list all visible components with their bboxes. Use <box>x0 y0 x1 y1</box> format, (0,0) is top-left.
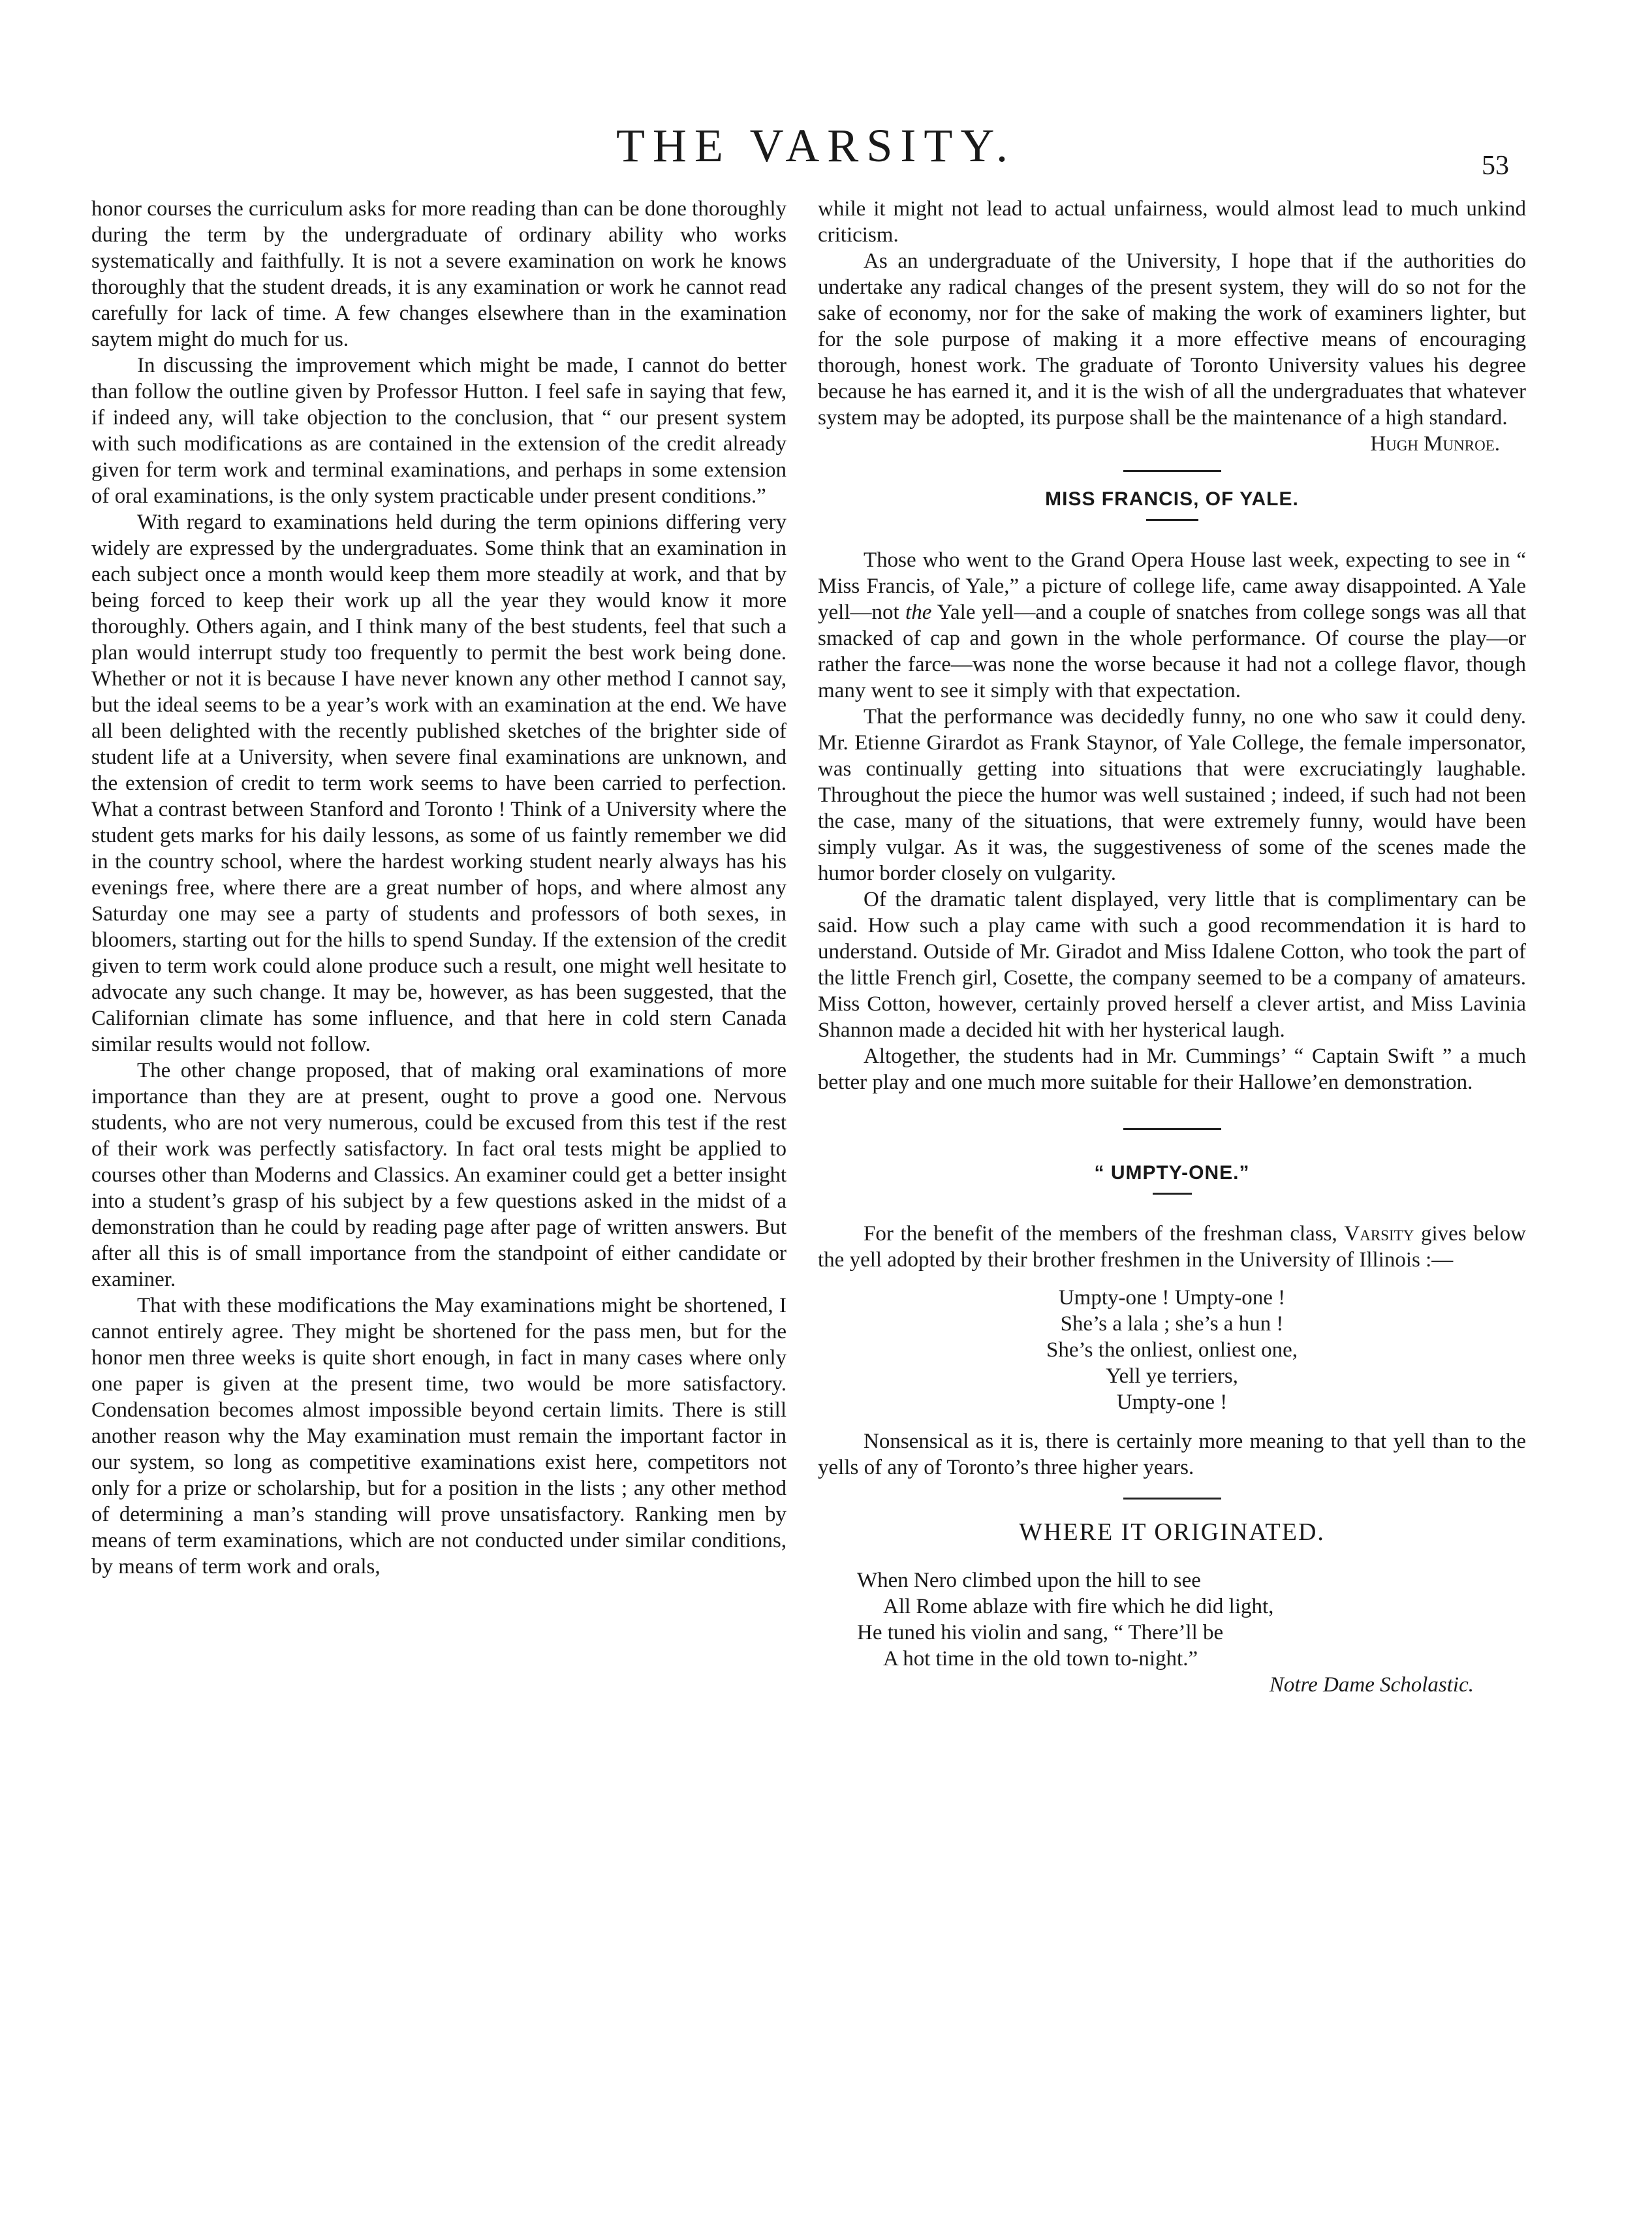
text-run: Yale yell—and a couple of snatches from college songs was all that smacked of cap and gown in the whole performance. Of course the play—or rather the farce—was none the worse because it had not a college flavor, though many went to see it simply with that expectation. <box>818 601 1527 702</box>
verse-line: Yell ye terriers, <box>1106 1364 1238 1388</box>
verse-line: He tuned his violin and sang, “ There’ll be <box>857 1621 1224 1644</box>
verse-line: She’s a lala ; she’s a hun ! <box>1060 1312 1284 1336</box>
verse-line: When Nero climbed upon the hill to see <box>857 1569 1201 1592</box>
text-run: Those who went to the Grand Opera House last week, expecting to see in “ Miss Francis, of Yale,” a picture of college life, came away disappointed. A Yale yell—not <box>818 548 1526 624</box>
section-divider <box>1123 470 1221 472</box>
paragraph: In discussing the improvement which might be made, I cannot do better than follow the outline given by Professor Hutton. I feel safe in saying that few, if indeed any, will take objection to the conclusion, that “ our present system with such modifications as are contained in the extension of the credit already given for term work and terminal examinations, and perhaps in some extension of oral examinations, is the only system practicable under present conditions.” <box>91 354 787 508</box>
page-header <box>0 119 1652 184</box>
source-credit: Notre Dame Scholastic. <box>1269 1673 1474 1697</box>
paragraph: Of the dramatic talent displayed, very little that is complimentary can be said. How such a play came with such a good recommendation it is hard to understand. Outside of Mr. Giradot and Miss Idalene Cotton, who took the part of the little French girl, Cosette, the company seemed to be a company of amateurs. Miss Cotton, however, certainly proved herself a clever artist, and Miss Lavinia Shannon made a decided hit with her hysterical laugh. <box>818 888 1526 1042</box>
paragraph: That with these modifications the May examinations might be shortened, I cannot entirely agree. They might be shortened for the pass men, but for the honor men three weeks is quite short enough, in fact in many cases where only one paper is given at the present time, two would be more satisfactory. Condensation becomes almost impossible beyond certain limits. There is still another reason why the May examination must remain the important factor in our system, so long as competitive examinations exist here, competitors not only for a prize or scholarship, but for a position in the lists ; any other method of determining a man’s standing will prove unsatisfactory. Ranking men by means of term examinations, which are not conducted under similar conditions, by means of term work and orals, <box>91 1294 787 1578</box>
verse-line: Umpty-one ! <box>1116 1390 1228 1414</box>
verse-line: All Rome ablaze with fire which he did light, <box>883 1595 1274 1618</box>
text-run-small-caps: Varsity <box>1344 1222 1414 1246</box>
paragraph: The other change proposed, that of making oral examinations of more importance than they are at present, ought to prove a good one. Nervous students, who are not very numerous, could be excused from this test if the rest of their work was perfectly satisfactory. In fact oral tests might be applied to courses other than Moderns and Classics. An examiner could get a better insight into a student’s grasp of his subject by a few questions asked in the midst of a demonstration than he could by reading page after page of written answers. But after all this is of small importance from the standpoint of either candidate or examiner. <box>91 1059 787 1291</box>
right-column <box>818 196 1526 1698</box>
article-title-umpty-one: “ UMPTY-ONE.” <box>1094 1162 1250 1184</box>
paragraph: Altogether, the students had in Mr. Cummings’ “ Captain Swift ” a much better play and one much more suitable for their Hallowe’en demonstration. <box>818 1044 1526 1094</box>
masthead-title: THE VARSITY. <box>616 119 1016 172</box>
yell-verse <box>818 1285 1526 1415</box>
left-column <box>91 196 787 1580</box>
article-title-where-it-originated: WHERE IT ORIGINATED. <box>1019 1518 1325 1546</box>
paragraph: As an undergraduate of the University, I hope that if the authorities do undertake any radical changes of the present system, they will do so not for the sake of economy, nor for the sake of making the work of examiners lighter, but for the sole purpose of making it a more effective means of encouraging thorough, honest work. The graduate of Toronto University values his degree because he has earned it, and it is the wish of all the undergraduates that whatever system may be adopted, its purpose shall be the maintenance of a high standard. <box>818 249 1526 430</box>
paragraph: honor courses the curriculum asks for more reading than can be done thoroughly during the term by the undergraduate of ordinary ability who works systematically and faithfully. It is not a severe examination on work he knows thoroughly that the student dreads, it is any examination or work he cannot read carefully for lack of time. A few changes elsewhere than in the examination saytem might do much for us. <box>91 197 787 351</box>
text-run-italic: the <box>905 601 932 624</box>
text-run: gives below the yell adopted by their brother freshmen in the University of Illinois :— <box>818 1222 1526 1272</box>
paragraph: With regard to examinations held during the term opinions differing very widely are expressed by the undergraduates. Some think that an examination in each subject once a month would keep them more steadily at work, and that by being forced to keep their work up all the year they would know it more thoroughly. Others again, and I think many of the best students, feel that such a plan would interrupt study too frequently to permit the best work being done. Whether or not it is because I have never known any other method I cannot say, but the ideal seems to be a year’s work with an examination at the end. We have all been delighted with the recently published sketches of the brighter side of student life at a University, when severe final examinations are unknown, and the extension of credit to term work seems to have been carried to perfection. What a contrast between Stanford and Toronto ! Think of a University where the student gets marks for his daily lessons, as some of us faintly remember we did in the country school, where the hardest working student nearly always has his evenings free, where there are a great number of hops, and where almost any Saturday one may see a party of students and professors of both sexes, in bloomers, starting out for the hills to spend Sunday. If the extension of the credit given to term work could alone produce such a result, one might well hesitate to advocate any such change. It may be, however, as has been suggested, that the Californian climate has some influence, and that here in cold stern Canada similar results would not follow. <box>91 510 787 1056</box>
paragraph: That the performance was decidedly funny, no one who saw it could deny. Mr. Etienne Girardot as Frank Staynor, of Yale College, the female impersonator, was continually getting into situations that were excruciatingly laughable. Throughout the piece the humor was well sustained ; indeed, if such had not been the case, many of the situations, that were extremely funny, would have been simply vulgar. As it was, the suggestiveness of some of the scenes made the humor border closely on vulgarity. <box>818 705 1526 885</box>
author-signature: Hugh Munroe. <box>1370 432 1500 456</box>
paragraph: Nonsensical as it is, there is certainly more meaning to that yell than to the yells of any of Toronto’s three higher years. <box>818 1430 1526 1479</box>
section-divider <box>1123 1498 1221 1500</box>
paragraph: while it might not lead to actual unfairness, would almost lead to much unkind criticism. <box>818 197 1526 247</box>
verse-line: She’s the onliest, onliest one, <box>1046 1338 1298 1362</box>
page-number: 53 <box>1482 151 1509 181</box>
title-underline <box>1146 519 1198 521</box>
title-underline <box>1153 1193 1192 1195</box>
paragraph <box>818 547 1526 704</box>
section-divider <box>1123 1128 1221 1130</box>
text-run: For the benefit of the members of the freshman class, <box>864 1222 1345 1246</box>
paragraph <box>818 1221 1526 1273</box>
article-title-miss-francis: MISS FRANCIS, OF YALE. <box>1045 488 1299 510</box>
nero-verse <box>857 1567 1526 1672</box>
verse-line: Umpty-one ! Umpty-one ! <box>1058 1286 1286 1310</box>
verse-line: A hot time in the old town to-night.” <box>883 1647 1198 1671</box>
